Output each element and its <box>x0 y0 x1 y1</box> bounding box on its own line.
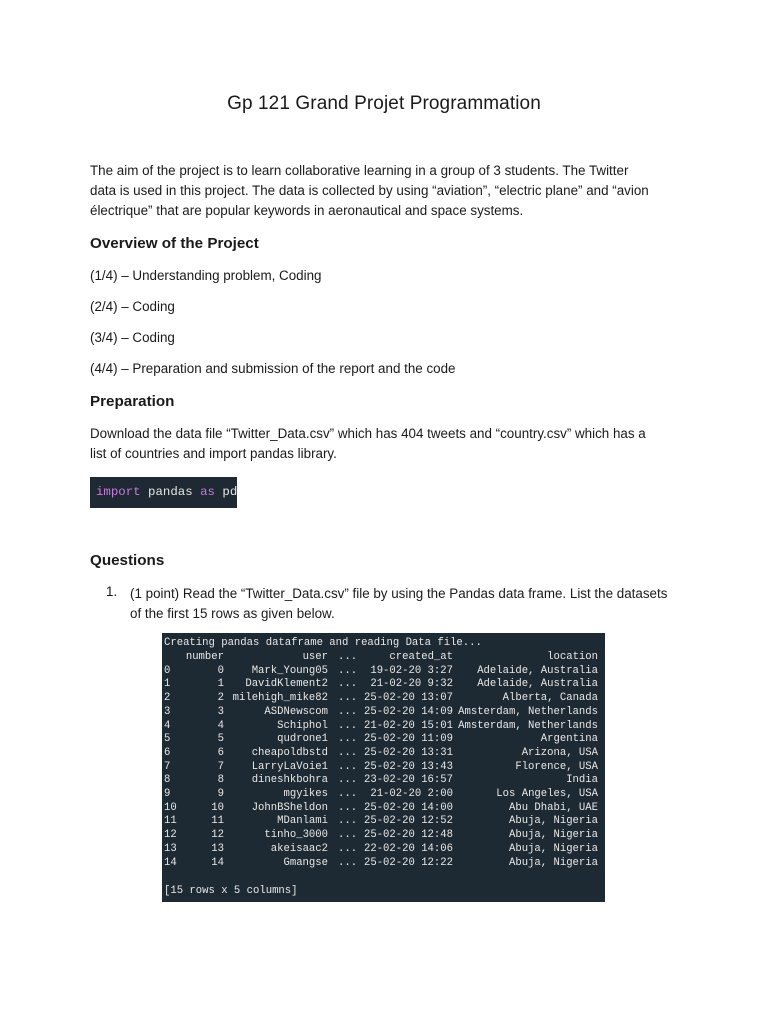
table-row-ellipsis-cell: ... <box>338 815 358 828</box>
table-row-idx-cell: 14 <box>164 856 177 869</box>
table-row-user-cell: qudrone1 <box>277 733 328 746</box>
table-row-created-at-cell: 21-02-20 2:00 <box>370 788 453 800</box>
table-row-user-cell: mgyikes <box>283 788 328 800</box>
table-row-created-at-cell: 25-02-20 14:09 <box>363 705 453 718</box>
table-row-idx-cell: 5 <box>164 733 171 746</box>
table-header-created-at-cell: created_at <box>389 651 453 663</box>
table-row-created-at-cell: 25-02-20 12:22 <box>363 856 453 869</box>
table-row-number-cell: 0 <box>217 664 224 677</box>
table-row-user-cell: MDanlami <box>277 815 328 828</box>
table-row-number-cell: 3 <box>217 705 224 718</box>
table-row-user-cell: LarryLaVoie1 <box>251 760 328 773</box>
overview-item: (4/4) – Preparation and submission of the report and the code <box>90 361 456 376</box>
table-row-created-at-cell: 19-02-20 3:27 <box>370 664 453 677</box>
table-row-idx-cell: 7 <box>164 760 171 773</box>
intro-line: électrique” that are popular keywords in aeronautical and space systems. <box>90 203 524 218</box>
table-row-created-at-cell: 23-02-20 16:57 <box>363 774 453 787</box>
table-row-created-at-cell: 21-02-20 9:32 <box>370 678 453 691</box>
table-row-location-cell: Abuja, Nigeria <box>508 842 598 855</box>
table-row-ellipsis-cell: ... <box>338 678 358 691</box>
table-row-created-at-cell: 25-02-20 13:31 <box>363 746 453 759</box>
table-row-user-cell: Schiphol <box>277 719 328 732</box>
table-row-created-at-cell: 25-02-20 13:07 <box>363 692 453 705</box>
preparation-heading: Preparation <box>90 393 175 410</box>
table-row-number-cell: 13 <box>211 842 224 855</box>
terminal-first-line: Creating pandas dataframe and reading Data file... <box>164 637 482 649</box>
table-header-ellipsis-cell: ... <box>338 651 358 663</box>
table-row-number-cell: 14 <box>211 856 224 869</box>
table-row-number-cell: 7 <box>217 760 224 773</box>
table-row-user-cell: Gmangse <box>283 856 328 869</box>
table-row-user-cell: Mark_Young05 <box>251 664 328 677</box>
table-row-user-cell: ASDNewscom <box>264 705 328 718</box>
table-row-idx-cell: 6 <box>164 746 171 759</box>
table-row-location-cell: Alberta, Canada <box>502 692 598 705</box>
code-module: pandas <box>140 485 201 499</box>
table-row-ellipsis-cell: ... <box>338 829 358 842</box>
table-row-number-cell: 2 <box>217 692 224 705</box>
question-line: (1 point) Read the “Twitter_Data.csv” file by using the Pandas data frame. List the datasets <box>130 586 668 601</box>
table-row-user-cell: DavidKlement2 <box>245 678 328 691</box>
page-title: Gp 121 Grand Projet Programmation <box>227 93 541 114</box>
table-row-location-cell: Argentina <box>540 733 598 746</box>
table-row-user-cell: tinho_3000 <box>264 829 328 842</box>
table-row-number-cell: 11 <box>211 815 224 828</box>
table-row-location-cell: India <box>566 774 598 787</box>
table-row-ellipsis-cell: ... <box>338 760 358 773</box>
table-row-number-cell: 1 <box>217 678 224 691</box>
table-header-user-cell: user <box>302 651 328 663</box>
table-row-idx-cell: 4 <box>164 719 171 732</box>
table-header-location-cell: location <box>547 651 598 663</box>
intro-paragraph <box>90 161 690 221</box>
table-row-location-cell: Amsterdam, Netherlands <box>458 705 598 718</box>
table-row-ellipsis-cell: ... <box>338 842 358 855</box>
code-alias: pd <box>215 485 238 499</box>
code-keyword-as: as <box>200 485 215 499</box>
table-row-location-cell: Amsterdam, Netherlands <box>458 719 598 732</box>
table-row-ellipsis-cell: ... <box>338 719 358 732</box>
table-row-created-at-cell: 25-02-20 12:52 <box>363 815 453 828</box>
table-row-idx-cell: 2 <box>164 692 171 705</box>
table-header-number-cell: number <box>185 651 224 663</box>
table-row-idx-cell: 12 <box>164 829 177 842</box>
table-row-idx-cell: 11 <box>164 815 177 828</box>
table-row-created-at-cell: 22-02-20 14:06 <box>363 842 453 855</box>
overview-item: (1/4) – Understanding problem, Coding <box>90 268 322 283</box>
table-row-idx-cell: 8 <box>164 774 171 787</box>
preparation-line: list of countries and import pandas library. <box>90 446 337 461</box>
table-row-ellipsis-cell: ... <box>338 746 358 759</box>
import-code-snippet <box>90 477 237 508</box>
table-row-location-cell: Abuja, Nigeria <box>508 815 598 828</box>
table-row-ellipsis-cell: ... <box>338 774 358 787</box>
table-row-location-cell: Adelaide, Australia <box>477 678 598 691</box>
table-row-idx-cell: 1 <box>164 678 171 691</box>
question-text <box>130 584 690 624</box>
table-row-number-cell: 6 <box>217 746 224 759</box>
table-row-number-cell: 10 <box>211 801 224 814</box>
table-row-idx-cell: 13 <box>164 842 177 855</box>
table-row-idx-cell: 10 <box>164 801 177 814</box>
table-row-location-cell: Adelaide, Australia <box>477 664 598 677</box>
table-row-number-cell: 8 <box>217 774 224 787</box>
intro-line: data is used in this project. The data is collected by using “aviation”, “electric plane” and “avion <box>90 183 649 198</box>
table-row-location-cell: Los Angeles, USA <box>496 788 598 800</box>
table-row-number-cell: 5 <box>217 733 224 746</box>
table-row-location-cell: Abu Dhabi, UAE <box>508 801 598 814</box>
table-row-ellipsis-cell: ... <box>338 733 358 746</box>
table-row-number-cell: 12 <box>211 829 224 842</box>
table-row-user-cell: cheapoldbstd <box>251 746 328 759</box>
table-row-created-at-cell: 25-02-20 12:48 <box>363 829 453 842</box>
intro-line: The aim of the project is to learn collaborative learning in a group of 3 students. The Twitter <box>90 163 629 178</box>
question-line: of the first 15 rows as given below. <box>130 606 335 621</box>
table-row-created-at-cell: 21-02-20 15:01 <box>363 719 453 732</box>
table-row-idx-cell: 0 <box>164 664 171 677</box>
table-row-ellipsis-cell: ... <box>338 705 358 718</box>
table-row-ellipsis-cell: ... <box>338 664 358 677</box>
table-row-idx-cell: 3 <box>164 705 171 718</box>
preparation-line: Download the data file “Twitter_Data.csv” which has 404 tweets and “country.csv” which has a <box>90 426 646 441</box>
table-row-idx-cell: 9 <box>164 788 171 800</box>
table-row-created-at-cell: 25-02-20 13:43 <box>363 760 453 773</box>
table-row-ellipsis-cell: ... <box>338 856 358 869</box>
table-row-user-cell: JohnBSheldon <box>251 801 328 814</box>
table-row-user-cell: milehigh_mike82 <box>232 692 328 705</box>
overview-item: (2/4) – Coding <box>90 299 175 314</box>
table-row-user-cell: akeisaac2 <box>270 842 328 855</box>
table-row-ellipsis-cell: ... <box>338 801 358 814</box>
table-row-location-cell: Abuja, Nigeria <box>508 829 598 842</box>
table-row-location-cell: Arizona, USA <box>521 746 598 759</box>
code-keyword-import: import <box>96 485 141 499</box>
table-row-user-cell: dineshkbohra <box>251 774 328 787</box>
table-row-ellipsis-cell: ... <box>338 788 358 800</box>
terminal-output <box>162 633 605 902</box>
table-row-number-cell: 4 <box>217 719 224 732</box>
overview-item: (3/4) – Coding <box>90 330 175 345</box>
table-row-created-at-cell: 25-02-20 11:09 <box>363 733 453 746</box>
table-row-created-at-cell: 25-02-20 14:00 <box>363 801 453 814</box>
table-row-location-cell: Florence, USA <box>515 760 598 773</box>
table-row-number-cell: 9 <box>217 788 224 800</box>
question-number: 1. <box>106 584 118 599</box>
table-row-ellipsis-cell: ... <box>338 692 358 705</box>
terminal-footer: [15 rows x 5 columns] <box>164 885 298 898</box>
table-row-location-cell: Abuja, Nigeria <box>508 856 598 869</box>
overview-heading: Overview of the Project <box>90 235 259 252</box>
questions-heading: Questions <box>90 552 165 569</box>
